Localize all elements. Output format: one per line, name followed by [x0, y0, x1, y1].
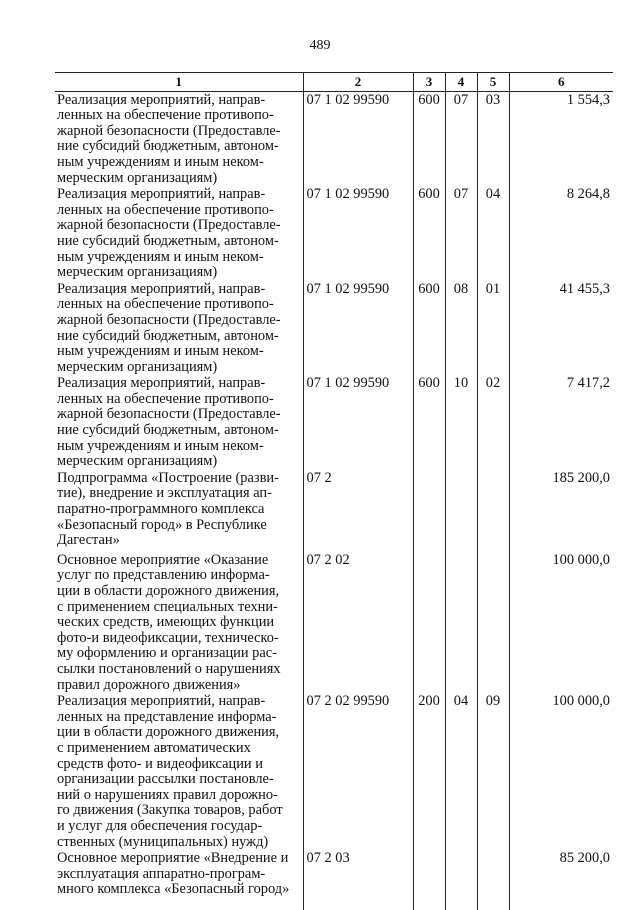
- row-name-line: Реализация мероприятий, направ-: [57, 91, 266, 108]
- row-name-line: жарной безопасности (Предоставле-: [57, 406, 281, 423]
- table-row: [55, 552, 613, 693]
- row-section-cell: [445, 552, 477, 693]
- row-name-line: фото-и видеофиксации, техническо-: [57, 629, 279, 646]
- header-row: [55, 73, 613, 92]
- row-name-line: ческих средств, имеющих функции: [57, 614, 275, 631]
- row-name-line: Дагестан»: [57, 532, 120, 549]
- row-name-line: Реализация мероприятий, направ-: [57, 693, 266, 710]
- row-name-line: ние субсидий бюджетным, автоном-: [57, 138, 279, 155]
- row-expense-type-cell: [413, 470, 445, 552]
- row-expense-type-cell: [413, 552, 445, 693]
- row-expense-type-cell: [413, 850, 445, 910]
- table-row: [55, 693, 613, 850]
- row-name-line: ным учреждениям и иным неком-: [57, 343, 264, 360]
- row-name-line: ции в области дорожного движения,: [57, 583, 280, 600]
- row-subsection-cell: 04: [477, 186, 509, 281]
- row-code-cell: 07 2 02: [303, 552, 413, 693]
- row-name-line: эксплуатация аппаратно-програм-: [57, 865, 266, 882]
- row-amount-cell: 185 200,0: [509, 470, 613, 552]
- row-amount-cell: 100 000,0: [509, 693, 613, 850]
- row-name-line: жарной безопасности (Предоставле-: [57, 311, 281, 328]
- row-code-cell: 07 1 02 99590: [303, 186, 413, 281]
- row-name-line: «Безопасный город» в Республике: [57, 516, 267, 533]
- column-header-2: 2: [303, 73, 413, 92]
- table-row: [55, 91, 613, 186]
- row-code-cell: 07 1 02 99590: [303, 375, 413, 470]
- row-name-line: ным учреждениям и иным неком-: [57, 248, 264, 265]
- row-name-line: му оформлению и организации рас-: [57, 645, 277, 662]
- row-name-line: ленных на представление информа-: [57, 708, 277, 725]
- column-header-1: 1: [55, 73, 303, 92]
- row-name-line: мерческим организациям): [57, 264, 218, 281]
- column-header-6: 6: [509, 73, 613, 92]
- row-name-line: ленных на обеспечение противопо-: [57, 390, 274, 407]
- row-name-line: тие), внедрение и эксплуатация ап-: [57, 485, 272, 502]
- row-name-line: с применением автоматических: [57, 739, 251, 756]
- budget-table: [55, 72, 613, 910]
- row-name-line: средств фото- и видеофиксации и: [57, 755, 263, 772]
- row-name-line: Основное мероприятие «Оказание: [57, 551, 269, 568]
- row-name-cell: [55, 552, 303, 693]
- table-row: [55, 375, 613, 470]
- row-name-line: правил дорожного движения»: [57, 676, 241, 693]
- row-section-cell: 07: [445, 91, 477, 186]
- row-section-cell: 04: [445, 693, 477, 850]
- column-header-4: 4: [445, 73, 477, 92]
- row-expense-type-cell: 200: [413, 693, 445, 850]
- row-section-cell: 08: [445, 281, 477, 376]
- row-subsection-cell: 01: [477, 281, 509, 376]
- row-section-cell: [445, 470, 477, 552]
- row-expense-type-cell: 600: [413, 281, 445, 376]
- row-name-cell: [55, 186, 303, 281]
- row-amount-cell: 8 264,8: [509, 186, 613, 281]
- row-name-line: паратно-программного комплекса: [57, 501, 265, 518]
- row-name-line: ние субсидий бюджетным, автоном-: [57, 327, 279, 344]
- row-amount-cell: 41 455,3: [509, 281, 613, 376]
- row-code-cell: 07 1 02 99590: [303, 91, 413, 186]
- row-name-line: и услуг для обеспечения государ-: [57, 817, 263, 834]
- row-subsection-cell: [477, 552, 509, 693]
- row-name-line: го движения (Закупка товаров, работ: [57, 802, 283, 819]
- row-amount-cell: 1 554,3: [509, 91, 613, 186]
- row-name-line: Основное мероприятие «Внедрение и: [57, 850, 289, 867]
- row-name-line: с применением специальных техни-: [57, 598, 278, 615]
- row-name-line: ний о нарушениях правил дорожно-: [57, 786, 278, 803]
- column-header-3: 3: [413, 73, 445, 92]
- row-name-line: организации рассылки постановле-: [57, 771, 274, 788]
- row-section-cell: 07: [445, 186, 477, 281]
- row-subsection-cell: [477, 470, 509, 552]
- row-amount-cell: 100 000,0: [509, 552, 613, 693]
- row-name-cell: [55, 470, 303, 552]
- row-name-cell: [55, 693, 303, 850]
- row-name-line: ным учреждениям и иным неком-: [57, 437, 264, 454]
- row-name-line: ленных на обеспечение противопо-: [57, 107, 274, 124]
- row-subsection-cell: 09: [477, 693, 509, 850]
- row-code-cell: 07 2 02 99590: [303, 693, 413, 850]
- row-name-line: ным учреждениям и иным неком-: [57, 153, 264, 170]
- row-name-cell: [55, 281, 303, 376]
- page-number: 489: [309, 38, 331, 53]
- row-section-cell: 10: [445, 375, 477, 470]
- row-name-line: Подпрограмма «Построение (разви-: [57, 469, 279, 486]
- table-row: [55, 186, 613, 281]
- row-subsection-cell: [477, 850, 509, 910]
- row-amount-cell: 85 200,0: [509, 850, 613, 910]
- row-name-line: Реализация мероприятий, направ-: [57, 186, 266, 203]
- row-name-line: ние субсидий бюджетным, автоном-: [57, 232, 279, 249]
- row-name-line: мерческим организациям): [57, 169, 218, 186]
- table-body: [55, 91, 613, 910]
- row-name-line: жарной безопасности (Предоставле-: [57, 122, 281, 139]
- row-name-line: мерческим организациям): [57, 358, 218, 375]
- row-name-line: ленных на обеспечение противопо-: [57, 201, 274, 218]
- row-name-line: мерческим организациям): [57, 453, 218, 470]
- column-header-5: 5: [477, 73, 509, 92]
- table-row: [55, 281, 613, 376]
- row-name-cell: [55, 91, 303, 186]
- row-name-line: ние субсидий бюджетным, автоном-: [57, 422, 279, 439]
- row-name-line: Реализация мероприятий, направ-: [57, 280, 266, 297]
- row-name-line: много комплекса «Безопасный город»: [57, 881, 290, 898]
- row-name-line: Реализация мероприятий, направ-: [57, 375, 266, 392]
- row-name-line: сылки постановлений о нарушениях: [57, 661, 281, 677]
- row-name-line: жарной безопасности (Предоставле-: [57, 217, 281, 234]
- row-code-cell: 07 2 03: [303, 850, 413, 910]
- row-expense-type-cell: 600: [413, 375, 445, 470]
- row-code-cell: 07 2: [303, 470, 413, 552]
- table-row: [55, 850, 613, 910]
- row-name-line: ственных (муниципальных) нужд): [57, 833, 269, 850]
- row-name-line: услуг по представлению информа-: [57, 567, 270, 584]
- row-name-cell: [55, 850, 303, 910]
- row-name-cell: [55, 375, 303, 470]
- row-expense-type-cell: 600: [413, 186, 445, 281]
- row-subsection-cell: 03: [477, 91, 509, 186]
- row-subsection-cell: 02: [477, 375, 509, 470]
- row-name-line: ции в области дорожного движения,: [57, 724, 280, 741]
- row-code-cell: 07 1 02 99590: [303, 281, 413, 376]
- table-row: [55, 470, 613, 552]
- row-expense-type-cell: 600: [413, 91, 445, 186]
- row-section-cell: [445, 850, 477, 910]
- row-amount-cell: 7 417,2: [509, 375, 613, 470]
- row-name-line: ленных на обеспечение противопо-: [57, 296, 274, 313]
